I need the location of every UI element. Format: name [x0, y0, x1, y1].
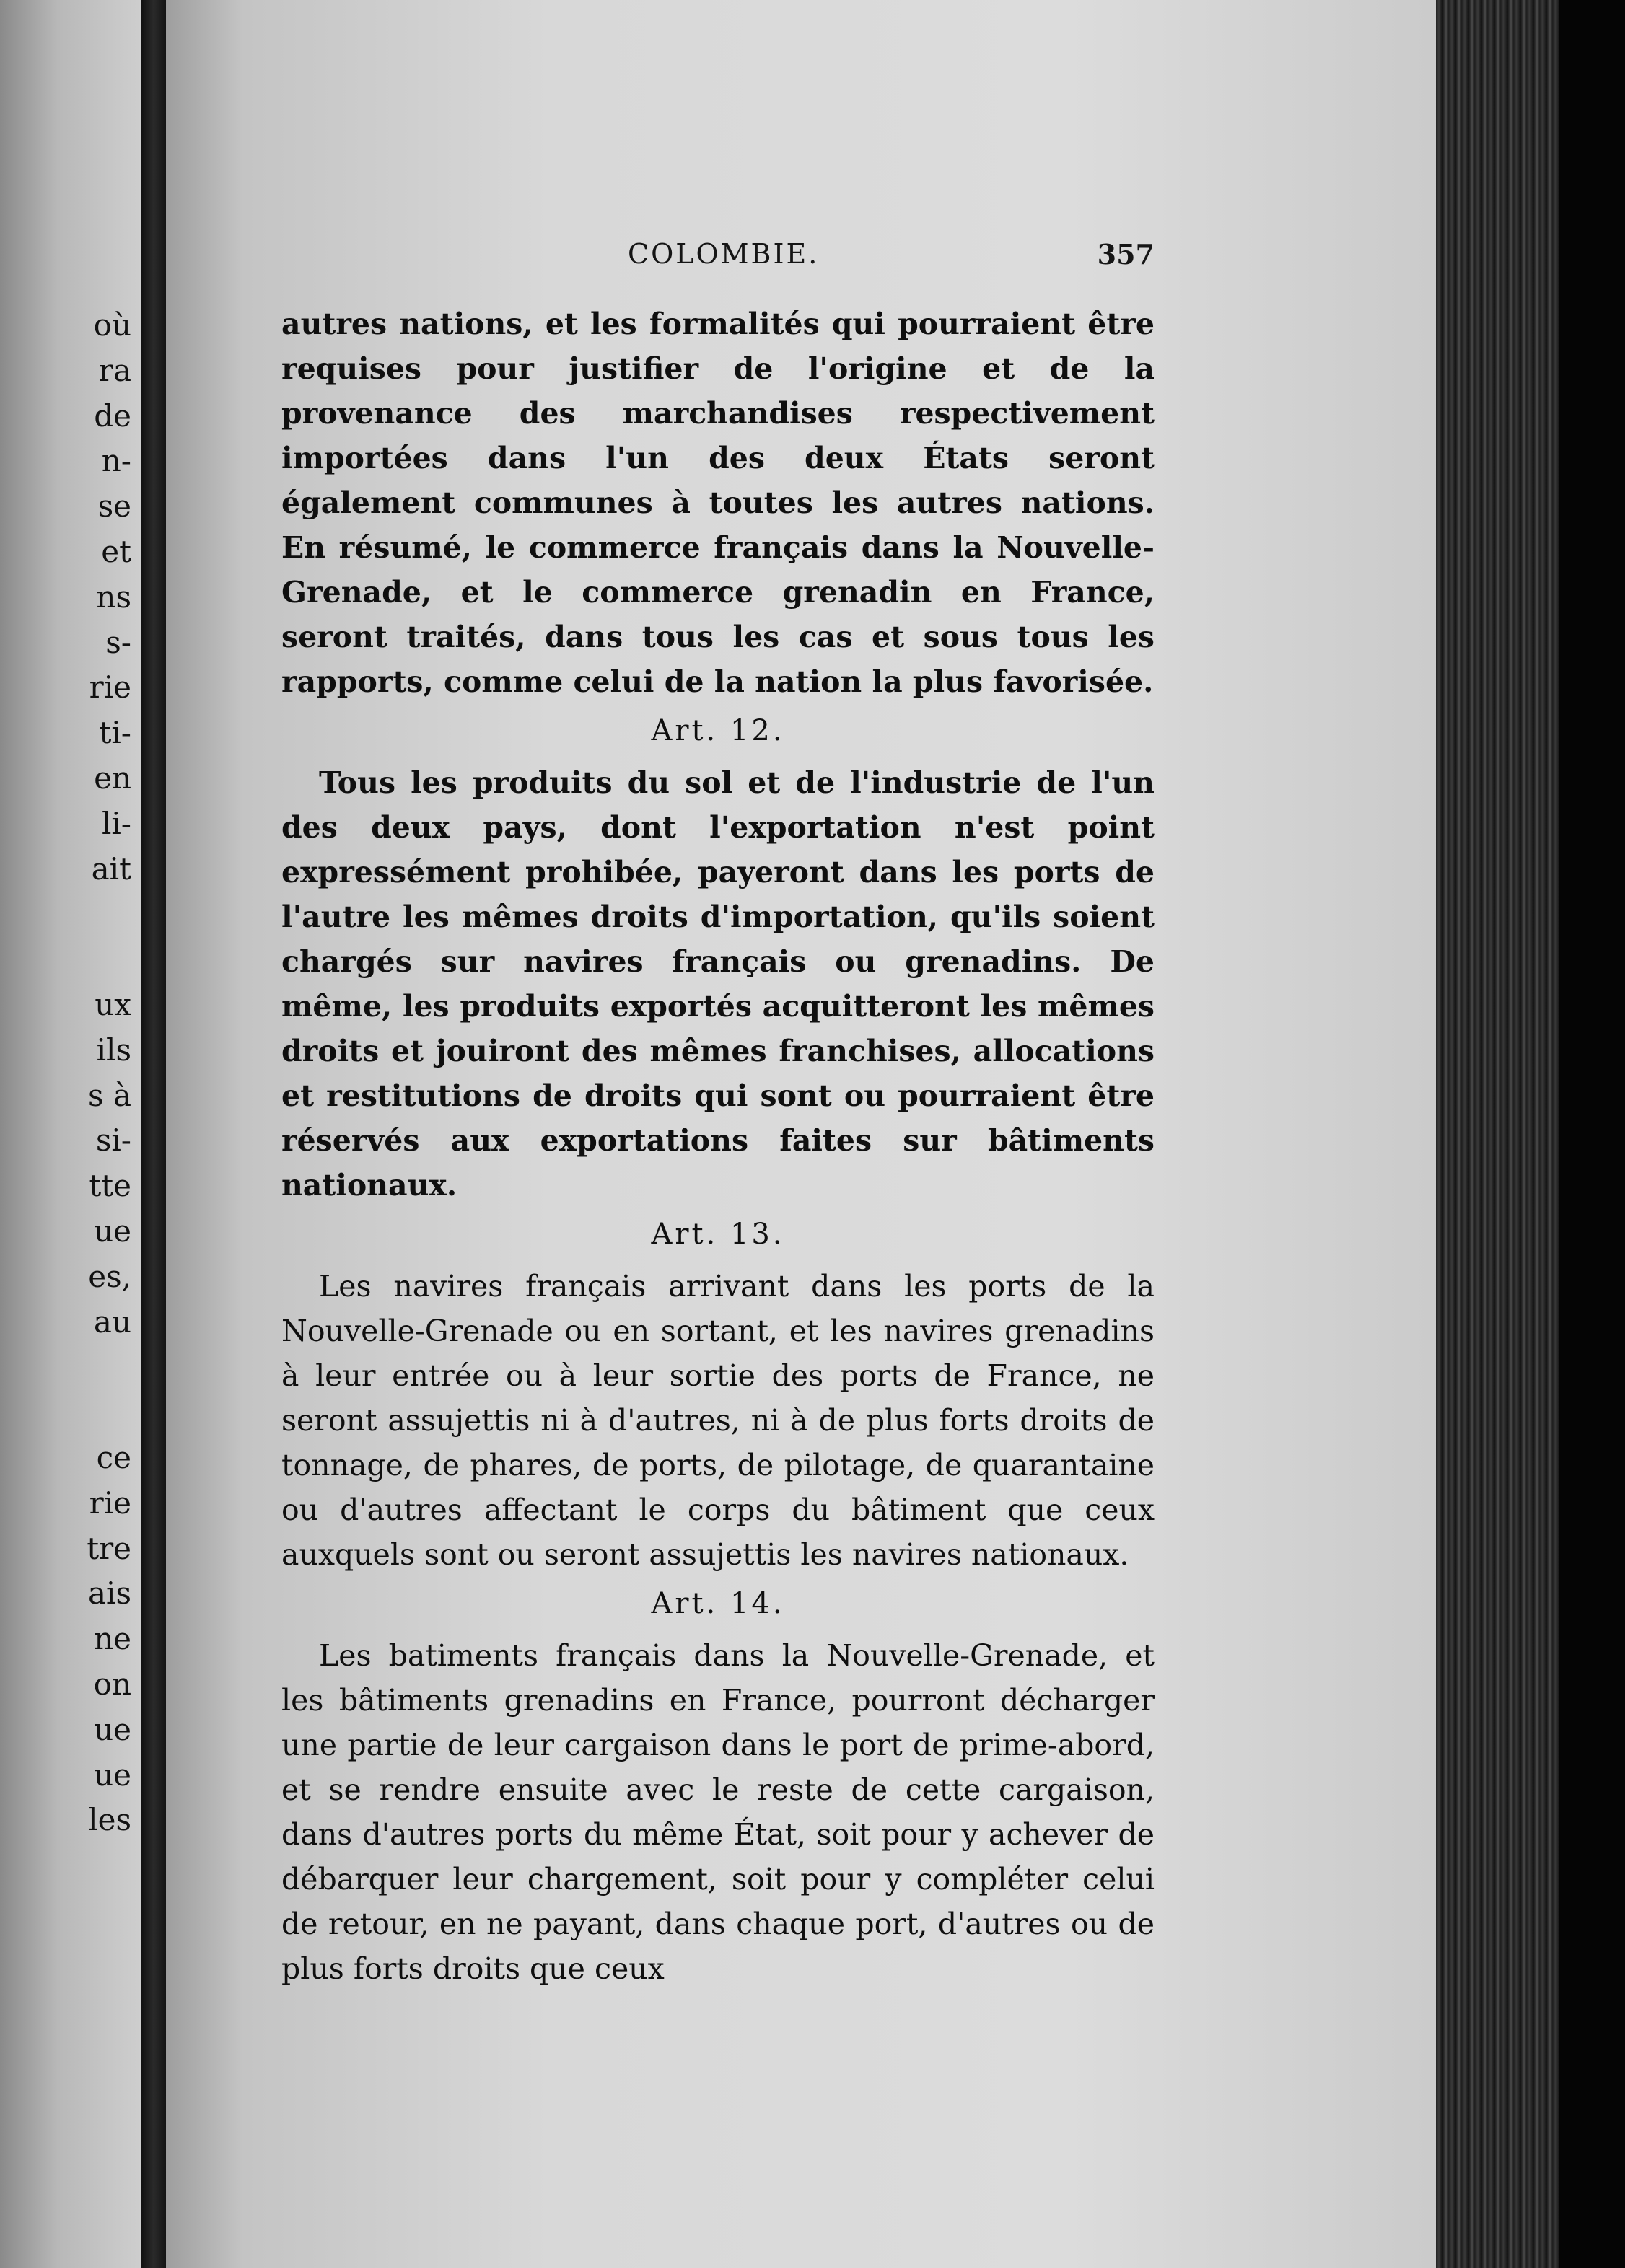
- left-page: [0, 0, 144, 2268]
- scan-border: [1559, 0, 1625, 2268]
- fragment-line: tte: [89, 1168, 131, 1204]
- fragment-line: li-: [101, 805, 131, 841]
- fragment-line: tre: [87, 1530, 131, 1566]
- fragment-line: au: [93, 1304, 131, 1340]
- article-14-heading: Art. 14.: [651, 1587, 785, 1620]
- fragment-line: rie: [89, 1485, 131, 1521]
- fragment-line: [0, 1390, 137, 1436]
- page-number: 357: [1097, 238, 1155, 271]
- fragment-line: si-: [95, 1122, 131, 1159]
- article-13-heading: Art. 13.: [651, 1218, 785, 1251]
- fragment-line: ue: [94, 1757, 131, 1793]
- page-body: [281, 302, 1155, 1991]
- fragment-line: s-: [105, 624, 131, 660]
- fragment-line: ait: [91, 850, 131, 887]
- article-12-text: Tous les produits du sol et de l'industrie de l'un des deux pays, dont l'exportation n'est point expressément prohibée, payeront dans les ports de l'autre les mêmes droits d'importation, qu'ils soient chargés sur navires français ou grenadins. De même, les produits exportés acquitteront les mêmes droits et jouiront des mêmes franchises, allocations et restitutions de droits qui sont ou pourraient être réservés aux exportations faites sur bâtiments nationaux.: [281, 765, 1155, 1203]
- fragment-line: ne: [94, 1621, 131, 1657]
- article-12-heading: Art. 12.: [651, 714, 785, 747]
- fragment-line: ue: [94, 1711, 131, 1747]
- running-title: COLOMBIE.: [628, 238, 820, 270]
- fragment-line: ce: [96, 1439, 131, 1475]
- opening-paragraph: autres nations, et les formalités qui pourraient être requises pour justifier de l'origine et de la provenance des marchandises respectivement importées dans l'un des deux États seront également communes à toutes les autres nations. En résumé, le commerce français dans la Nouvelle-Grenade, et le commerce grenadin en France, seront traités, dans tous les cas et sous tous les rapports, comme celui de la nation la plus favorisée.: [281, 307, 1155, 699]
- fragment-line: ns: [96, 579, 131, 615]
- fragment-line: n-: [101, 443, 131, 479]
- fragment-line: et: [101, 533, 131, 569]
- fragment-line: où: [93, 307, 131, 343]
- fragment-line: on: [93, 1666, 131, 1702]
- fragment-line: s à: [88, 1077, 131, 1113]
- left-page-fragments: [0, 303, 137, 1843]
- fragment-line: ils: [96, 1032, 131, 1068]
- fragment-line: [0, 937, 137, 983]
- fragment-line: ti-: [99, 715, 131, 751]
- fragment-line: rie: [89, 669, 131, 706]
- fragment-line: ue: [94, 1213, 131, 1249]
- page-header: [628, 238, 1155, 281]
- fragment-line: de: [94, 397, 131, 434]
- fragment-line: [0, 892, 137, 937]
- fragment-line: en: [94, 760, 131, 796]
- article-13-text: Les navires français arrivant dans les ports de la Nouvelle-Grenade ou en sortant, et les navires grenadins à leur entrée ou à leur sortie des ports de France, ne seront assujettis ni à d'autres, ni à de plus forts droits de tonnage, de phares, de ports, de pilotage, de quarantaine ou d'autres affectant le corps du bâtiment que ceux auxquels sont ou seront assujettis les navires nationaux.: [281, 1269, 1155, 1572]
- fragment-line: se: [97, 488, 131, 524]
- fragment-line: ux: [95, 986, 131, 1022]
- fragment-line: les: [88, 1802, 131, 1838]
- book-gutter: [141, 0, 166, 2268]
- fragment-line: ra: [98, 352, 131, 388]
- fragment-line: es,: [88, 1258, 131, 1294]
- fragment-line: [0, 1345, 137, 1390]
- fragment-line: ais: [87, 1575, 131, 1612]
- article-14-text: Les batiments français dans la Nouvelle-Grenade, et les bâtiments grenadins en France, pourront décharger une partie de leur cargaison dans le port de prime-abord, et se rendre ensuite avec le reste de cette cargaison, dans d'autres ports du même État, soit pour y achever de débarquer leur chargement, soit pour y compléter celui de retour, en ne payant, dans chaque port, d'autres ou de plus forts droits que ceux: [281, 1638, 1155, 1986]
